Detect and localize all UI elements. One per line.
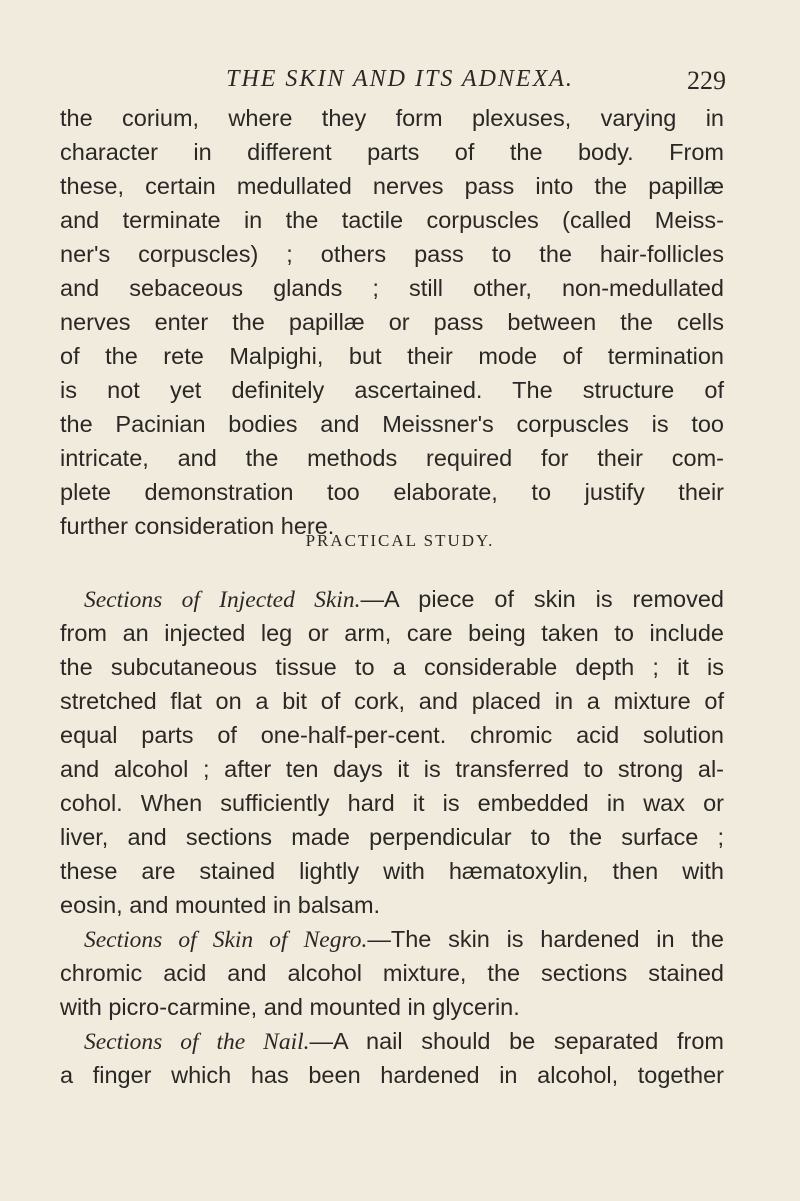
paragraph-negro-skin-first-line — [60, 922, 724, 956]
nail-title: Sections of the Nail. — [84, 1029, 310, 1055]
text-line: the corium, where they form plexuses, varying in — [60, 105, 724, 131]
text-line: nerves enter the papillæ or pass between the cells — [60, 309, 724, 335]
section-heading: PRACTICAL STUDY. — [305, 531, 495, 550]
negro-skin-lead: —The skin is hardened in the — [367, 926, 724, 952]
text-line: plete demonstration too elaborate, to justify their — [60, 479, 724, 505]
text-line: equal parts of one-half-per-cent. chromic acid solution — [60, 722, 724, 748]
text-line: liver, and sections made perpendicular to the surface ; — [60, 824, 724, 850]
page-number: 229 — [687, 66, 726, 95]
text-line: and terminate in the tactile corpuscles (called Meiss- — [60, 207, 724, 233]
text-line: ner's corpuscles) ; others pass to the hair-follicles — [60, 241, 724, 267]
text-line: cohol. When sufficiently hard it is embedded in wax or — [60, 790, 724, 816]
text-line: with picro-carmine, and mounted in glycerin. — [60, 994, 520, 1020]
text-line: and sebaceous glands ; still other, non-medullated — [60, 275, 724, 301]
text-line: eosin, and mounted in balsam. — [60, 892, 381, 918]
text-line: is not yet definitely ascertained. The structure of — [60, 377, 724, 403]
running-head: THE SKIN AND ITS ADNEXA. — [226, 66, 574, 92]
text-line: intricate, and the methods required for their com- — [60, 445, 724, 471]
negro-skin-title: Sections of Skin of Negro. — [84, 927, 368, 953]
text-line: chromic acid and alcohol mixture, the sections stained — [60, 960, 724, 986]
text-line: these are stained lightly with hæmatoxylin, then with — [60, 858, 724, 884]
text-line: the Pacinian bodies and Meissner's corpuscles is too — [60, 411, 724, 437]
injected-skin-lead: —A piece of skin is removed — [360, 586, 724, 612]
text-line: the subcutaneous tissue to a considerable depth ; it is — [60, 654, 724, 680]
text-line: a finger which has been hardened in alcohol, together — [60, 1062, 724, 1088]
injected-skin-title: Sections of Injected Skin. — [84, 587, 361, 613]
paragraph-nerve-endings — [60, 101, 724, 543]
paragraph-nail-first-line — [60, 1024, 724, 1058]
nail-lead: —A nail should be separated from — [309, 1028, 724, 1054]
text-line: further consideration here. — [60, 513, 335, 539]
text-line: of the rete Malpighi, but their mode of termination — [60, 343, 724, 369]
practical-study-body — [60, 582, 724, 1092]
text-line: and alcohol ; after ten days it is transferred to strong al- — [60, 756, 724, 782]
paragraph-injected-skin-first-line — [60, 582, 724, 616]
text-line: these, certain medullated nerves pass into the papillæ — [60, 173, 724, 199]
text-line: character in different parts of the body. From — [60, 139, 724, 165]
text-line: stretched flat on a bit of cork, and placed in a mixture of — [60, 688, 724, 714]
text-line: from an injected leg or arm, care being taken to include — [60, 620, 724, 646]
